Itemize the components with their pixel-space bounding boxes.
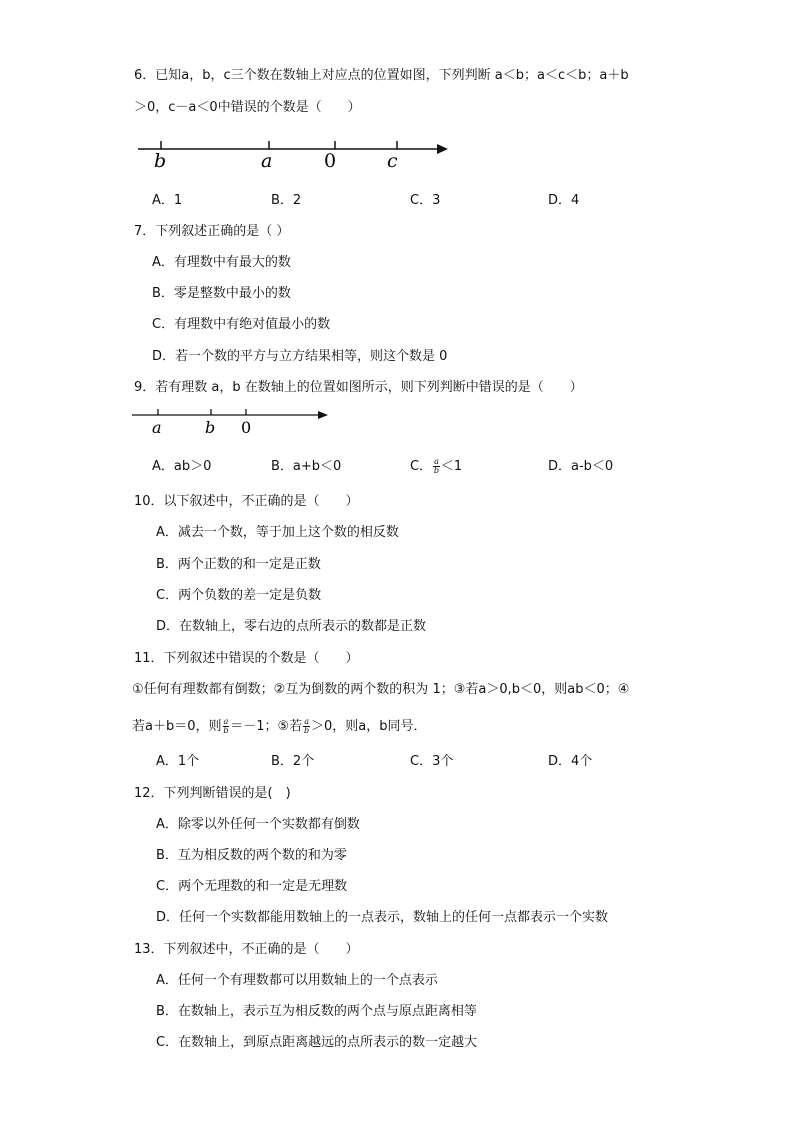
q11-option-a: A．1个 bbox=[156, 754, 200, 769]
q9-option-a: A．ab＞0 bbox=[152, 459, 212, 474]
q9-option-c bbox=[410, 457, 462, 477]
q6-option-d: D．4 bbox=[548, 193, 580, 208]
q9-option-c-suffix: ＜1 bbox=[440, 459, 463, 474]
q7-option-d: D．若一个数的平方与立方结果相等，则这个数是 0 bbox=[152, 349, 448, 364]
q11-fraction-1-numerator: a bbox=[223, 717, 229, 726]
q11-fraction-2-numerator: a bbox=[304, 717, 309, 726]
q12-stem: 12．下列判断错误的是( ) bbox=[134, 786, 291, 801]
q11-fraction-2-denominator: b bbox=[304, 726, 310, 735]
q13-stem: 13．下列叙述中，不正确的是（ ） bbox=[134, 942, 359, 957]
q6-stem-line1: 6．已知a，b，c三个数在数轴上对应点的位置如图，下列判断 a＜b；a＜c＜b；a＋b bbox=[134, 68, 629, 83]
q9-option-c-fraction bbox=[433, 458, 440, 475]
q11-fraction-1 bbox=[223, 718, 230, 735]
q7-option-b: B．零是整数中最小的数 bbox=[152, 286, 291, 301]
q6-axis-label-b: b bbox=[154, 150, 167, 172]
q7-option-c: C．有理数中有绝对值最小的数 bbox=[152, 317, 331, 332]
q11-stem: 11．下列叙述中错误的个数是（ ） bbox=[134, 651, 359, 666]
q13-option-b: B．在数轴上，表示互为相反数的两个点与原点距离相等 bbox=[156, 1004, 477, 1019]
q11-line2-part-a: 若a＋b＝0，则 bbox=[132, 719, 222, 734]
q6-option-b: B．2 bbox=[271, 193, 302, 208]
q12-option-c: C．两个无理数的和一定是无理数 bbox=[156, 879, 348, 894]
q6-axis-label-a: a bbox=[261, 150, 273, 172]
q9-axis-label-0: 0 bbox=[241, 418, 252, 437]
q11-option-b: B．2个 bbox=[271, 754, 315, 769]
q12-option-a: A．除零以外任何一个实数都有倒数 bbox=[156, 817, 360, 832]
q13-option-a: A．任何一个有理数都可以用数轴上的一个点表示 bbox=[156, 973, 438, 988]
q9-option-c-prefix: C． bbox=[410, 459, 433, 474]
q9-option-d: D．a-b＜0 bbox=[548, 459, 614, 474]
q9-axis-label-b: b bbox=[205, 418, 216, 437]
q6-axis-label-0: 0 bbox=[324, 150, 337, 172]
q11-statements-line1: ①任何有理数都有倒数；②互为倒数的两个数的积为 1；③若a＞0,b＜0，则ab＜0；④ bbox=[132, 682, 630, 697]
q9-axis-label-a: a bbox=[152, 418, 162, 437]
q6-option-a: A．1 bbox=[152, 193, 183, 208]
q11-option-d: D．4个 bbox=[548, 754, 593, 769]
q11-option-c: C．3个 bbox=[410, 754, 454, 769]
q11-line2-part-b: ＝－1；⑤若 bbox=[230, 719, 303, 734]
q11-fraction-2 bbox=[303, 718, 310, 735]
q6-axis-label-c: c bbox=[387, 150, 398, 172]
q9-number-line bbox=[130, 403, 340, 439]
q6-number-line bbox=[132, 132, 462, 177]
q9-option-b: B．a+b＜0 bbox=[271, 459, 342, 474]
q7-option-a: A．有理数中有最大的数 bbox=[152, 255, 291, 270]
q11-statements-line2 bbox=[132, 717, 427, 737]
q10-option-c: C．两个负数的差一定是负数 bbox=[156, 588, 322, 603]
q9-option-c-fraction-denominator: b bbox=[433, 466, 440, 475]
q12-option-b: B．互为相反数的两个数的和为零 bbox=[156, 848, 347, 863]
q10-stem: 10．以下叙述中，不正确的是（ ） bbox=[134, 494, 359, 509]
q6-option-c: C．3 bbox=[410, 193, 441, 208]
q11-fraction-1-denominator: b bbox=[223, 726, 229, 735]
q10-option-b: B．两个正数的和一定是正数 bbox=[156, 557, 321, 572]
q7-stem: 7．下列叙述正确的是（ ） bbox=[134, 224, 290, 239]
q9-stem: 9．若有理数 a，b 在数轴上的位置如图所示，则下列判断中错误的是（ ） bbox=[134, 380, 583, 395]
q13-option-c: C．在数轴上，到原点距离越远的点所表示的数一定越大 bbox=[156, 1035, 478, 1050]
q9-option-c-fraction-numerator: a bbox=[434, 457, 439, 466]
q10-option-d: D．在数轴上，零右边的点所表示的数都是正数 bbox=[156, 619, 427, 634]
q12-option-d: D．任何一个实数都能用数轴上的一点表示，数轴上的任何一点都表示一个实数 bbox=[156, 910, 609, 925]
q11-line2-part-c: ＞0，则a，b同号． bbox=[311, 719, 427, 734]
q6-stem-line2: ＞0，c－a＜0中错误的个数是（ ） bbox=[134, 100, 361, 115]
q10-option-a: A．减去一个数，等于加上这个数的相反数 bbox=[156, 525, 399, 540]
